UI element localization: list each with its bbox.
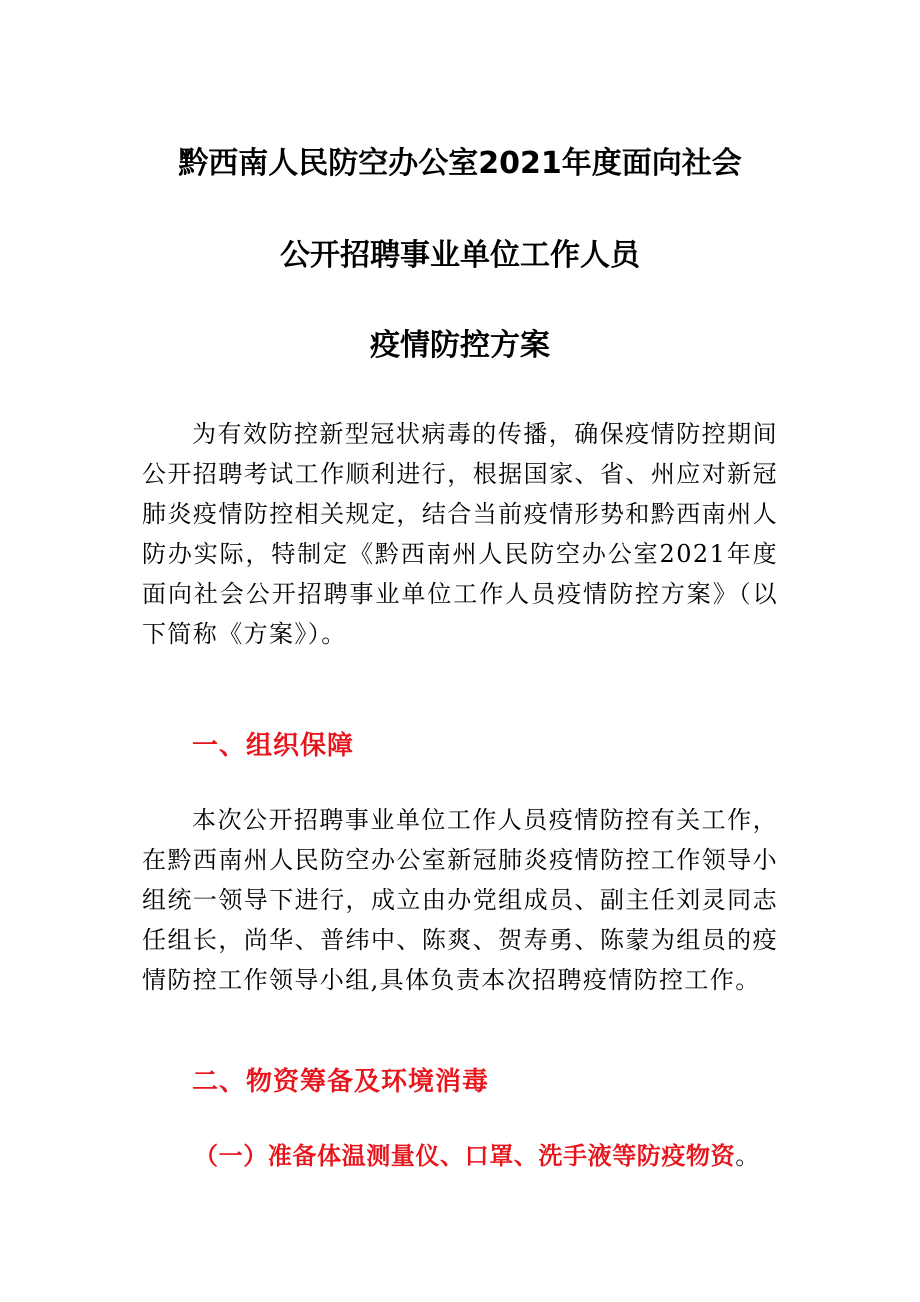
section-2-subheading (194, 1140, 760, 1172)
section-2-subheading-period: 。 (735, 1142, 760, 1170)
section-2-subheading-text: （一）准备体温测量仪、口罩、洗手液等防疫物资 (194, 1142, 736, 1170)
section-1-paragraph: 本次公开招聘事业单位工作人员疫情防控有关工作，在黔西南州人民防空办公室新冠肺炎疫情防控工作领导小组统一领导下进行，成立由办党组成员、副主任刘灵同志任组长，尚华、普纬中、陈爽、贺寿勇、陈蒙为组员的疫情防控工作领导小组,具体负责本次招聘疫情防控工作。 (142, 806, 778, 994)
section-1-heading: 一、组织保障 (192, 731, 355, 761)
document-title-line-3: 疫情防控方案 (370, 328, 550, 363)
section-2-heading: 二、物资筹备及环境消毒 (192, 1067, 490, 1097)
document-title-line-1: 黔西南人民防空办公室2021年度面向社会 (178, 146, 742, 181)
document-title-line-2: 公开招聘事业单位工作人员 (280, 238, 640, 273)
intro-paragraph: 为有效防控新型冠状病毒的传播，确保疫情防控期间公开招聘考试工作顺利进行，根据国家、省、州应对新冠肺炎疫情防控相关规定，结合当前疫情形势和黔西南州人防办实际，特制定《黔西南州人民防空办公室2021年度面向社会公开招聘事业单位工作人员疫情防控方案》（以下简称《方案》）。 (142, 420, 778, 648)
